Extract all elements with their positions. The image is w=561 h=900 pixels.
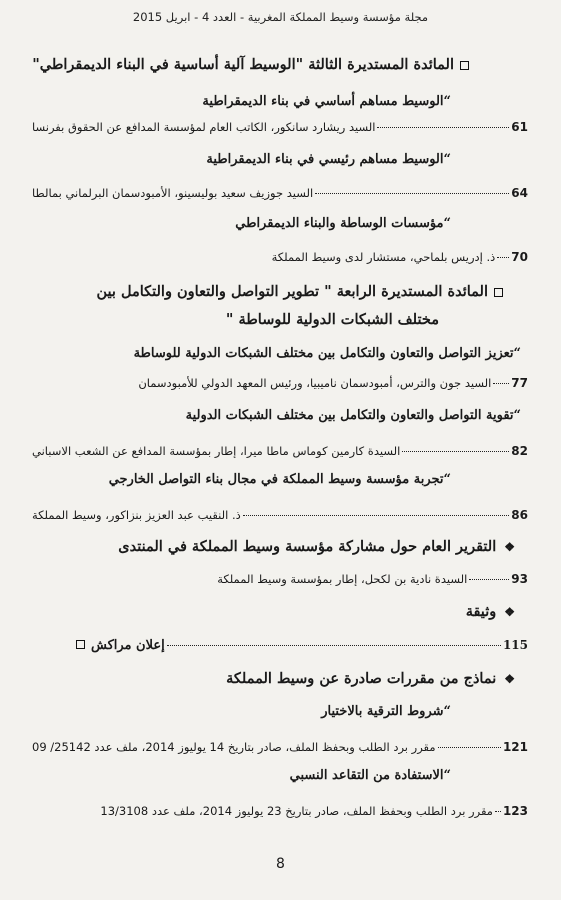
diamond-bullet-icon: ❖ (504, 540, 515, 554)
page-ref: 93 (511, 572, 528, 586)
page-ref: 70 (511, 250, 528, 264)
item-3-entry (32, 250, 528, 264)
page-number: 8 (276, 856, 285, 872)
diamond-bullet-icon: ❖ (504, 605, 515, 619)
author-line: السيد جوزيف سعيد بوليسينو، الأمبودسمان البرلماني بمالطا (32, 186, 314, 200)
page-ref: 64 (511, 186, 528, 200)
author-line: السيدة كارمين كوماس ماطا ميرا، إطار بمؤسسة المدافع عن الشعب الاسباني (32, 444, 401, 458)
page-ref: 123 (502, 804, 528, 818)
section-5-entry (32, 572, 528, 586)
item-7-title: “ شروط الترقية بالاختيار (321, 704, 451, 719)
author-line: السيد جون والترس، أمبودسمان ناميبيا، ورئيس المعهد الدولي للأمبودسمان (138, 376, 492, 390)
decision-line: مقرر برد الطلب وبحفظ الملف، صادر بتاريخ 14 يوليوز 2014، ملف عدد 25142/ 09 (32, 740, 436, 754)
author-line: ذ. النقيب عبد العزيز بنزاكور، وسيط المملكة (32, 508, 241, 522)
item-1-title: “ الوسيط مساهم أساسي في بناء الديمقراطية (202, 94, 451, 109)
section-7-heading: ❖نماذج من مقررات صادرة عن وسيط المملكة (226, 670, 515, 687)
page-ref: 77 (511, 376, 528, 390)
section-3-heading: المائدة المستديرة الثالثة "الوسيط آلية أساسية في البناء الديمقراطي" (32, 56, 469, 73)
section-6-heading: ❖وثيقة (465, 603, 515, 620)
item-5-entry (32, 444, 528, 458)
page-ref: 82 (511, 444, 528, 458)
section-5-heading: ❖التقرير العام حول مشاركة مؤسسة وسيط المملكة في المنتدى (118, 538, 515, 555)
section-6-entry (32, 638, 528, 653)
page-ref: 86 (511, 508, 528, 522)
diamond-bullet-icon: ❖ (504, 672, 515, 686)
author-line: السيد ريشارد سانكور، الكاتب العام لمؤسسة المدافع عن الحقوق بفرنسا (32, 120, 376, 134)
page-ref: 121 (502, 740, 528, 754)
item-8-title: “ الاستفادة من التقاعد النسبي (290, 768, 451, 783)
section-4-heading-line1: المائدة المستديرة الرابعة " تطوير التواصل والتعاون والتكامل بين (96, 283, 503, 300)
decision-line: مقرر برد الطلب وبحفظ الملف، صادر بتاريخ 23 يوليوز 2014، ملف عدد 13/3108 (100, 804, 493, 818)
item-4-line (32, 376, 528, 390)
page-ref: 61 (511, 120, 528, 134)
item-8-entry (32, 804, 528, 818)
item-6-entry (32, 508, 528, 522)
square-bullet-icon (460, 61, 469, 70)
author-line: ذ. إدريس بلماحي، مستشار لدى وسيط المملكة (271, 250, 496, 264)
author-line: السيدة نادية بن لكحل، إطار بمؤسسة وسيط المملكة (217, 572, 468, 586)
square-bullet-icon (76, 640, 85, 649)
item-5-title: “ تقوية التواصل والتعاون والتكامل بين مختلف الشبكات الدولية (186, 408, 521, 423)
item-1-entry (32, 120, 528, 134)
item-6-title: “ تجربة مؤسسة وسيط المملكة في مجال بناء التواصل الخارجي (109, 472, 451, 487)
item-2-entry (32, 186, 528, 200)
item-7-entry (32, 740, 528, 754)
document-title: إعلان مراكش (91, 638, 165, 653)
item-3-title: “ مؤسسات الوساطة والبناء الديمقراطي (235, 216, 451, 231)
item-2-title: “ الوسيط مساهم رئيسي في بناء الديمقراطية (206, 152, 451, 167)
item-4-title: “ تعزيز التواصل والتعاون والتكامل بين مختلف الشبكات الدولية للوساطة (134, 346, 521, 361)
running-header: مجلة مؤسسة وسيط المملكة المغربية - العدد 4 - ابريل 2015 (132, 10, 429, 24)
square-bullet-icon (494, 288, 503, 297)
page-ref: 115 (502, 638, 528, 652)
section-4-heading-line2: مختلف الشبكات الدولية للوساطة " (225, 311, 439, 328)
